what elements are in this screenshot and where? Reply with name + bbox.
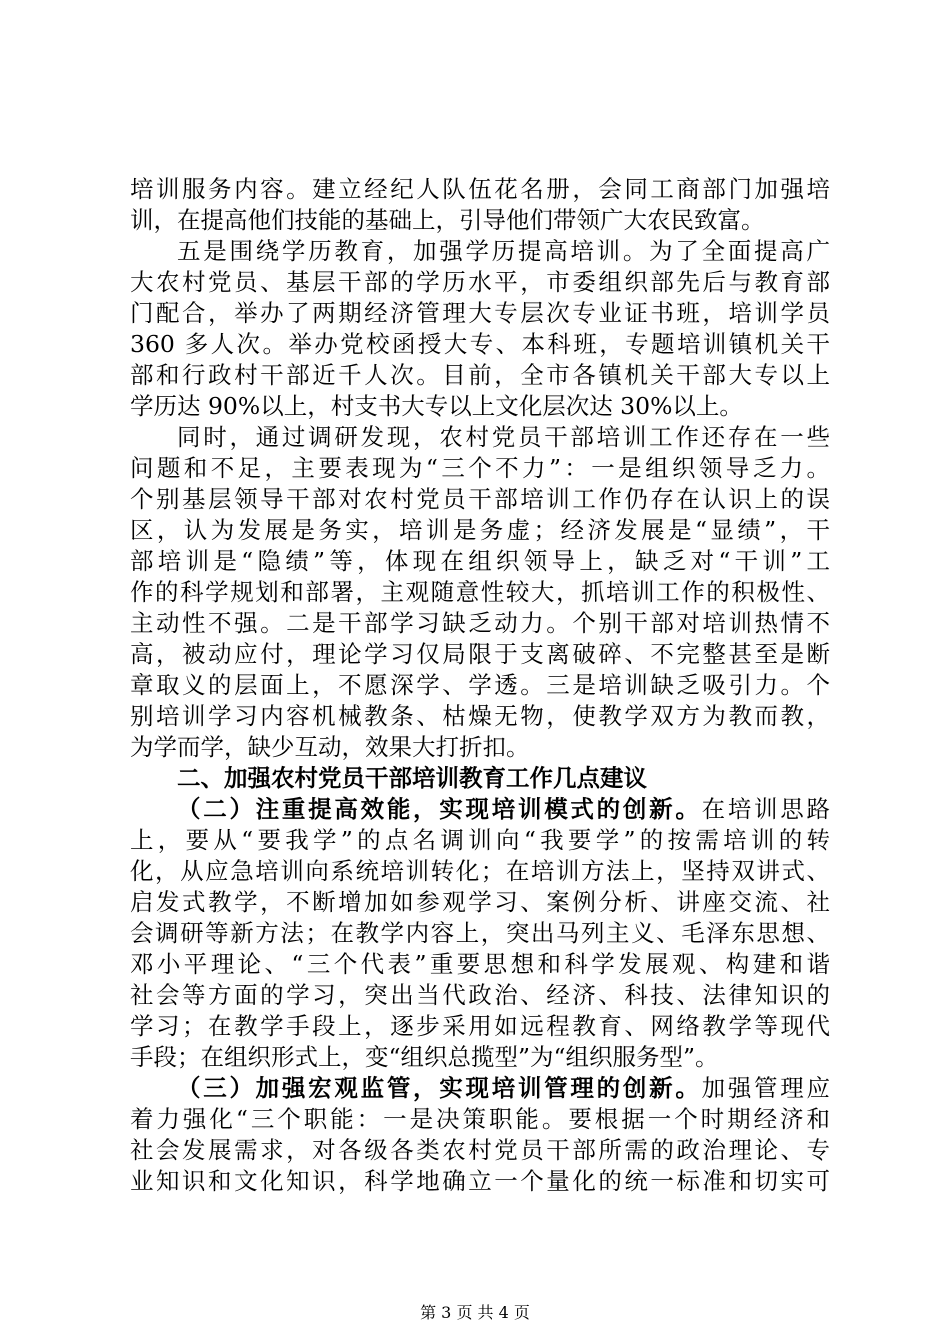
text-line: 上，要从“要我学”的点名调训向“我要学”的按需培训的转 bbox=[130, 826, 830, 854]
text-line: 问题和不足，主要表现为“三个不力”：一是组织领导乏力。 bbox=[130, 454, 830, 482]
text-line: 门配合，举办了两期经济管理大专层次专业证书班，培训学员 bbox=[130, 299, 830, 327]
text-line: 部和行政村干部近千人次。目前，全市各镇机关干部大专以上 bbox=[130, 361, 830, 389]
document-body bbox=[130, 174, 830, 1197]
text-line: 业知识和文化知识，科学地确立一个量化的统一标准和切实可 bbox=[130, 1167, 830, 1195]
text-line: 启发式教学，不断增加如参观学习、案例分析、讲座交流、社 bbox=[130, 888, 830, 916]
section-3-lead-text: 加强管理应 bbox=[701, 1074, 831, 1102]
section-2-title: （二）注重提高效能，实现培训模式的创新。 bbox=[177, 795, 702, 823]
text-line: 同时，通过调研发现，农村党员干部培训工作还存在一些 bbox=[177, 423, 830, 451]
text-line: 别培训学习内容机械教条、枯燥无物，使教学双方为教而教， bbox=[130, 702, 830, 730]
text-line: 学习；在教学手段上，逐步采用如远程教育、网络教学等现代 bbox=[130, 1012, 830, 1040]
text-line: 部培训是“隐绩”等，体现在组织领导上，缺乏对“干训”工 bbox=[130, 547, 830, 575]
text-line: 章取义的层面上，不愿深学、学透。三是培训缺乏吸引力。个 bbox=[130, 671, 830, 699]
text-line: 培训服务内容。建立经纪人队伍花名册，会同工商部门加强培 bbox=[130, 175, 830, 203]
paragraph-group-3 bbox=[130, 1104, 830, 1197]
section-2-lead-text: 在培训思路 bbox=[701, 795, 831, 823]
paragraph-group-2 bbox=[130, 825, 830, 1073]
text-line: 高，被动应付，理论学习仅局限于支离破碎、不完整甚至是断 bbox=[130, 640, 830, 668]
section-3-title: （三）加强宏观监管，实现培训管理的创新。 bbox=[177, 1074, 702, 1102]
text-line: 会调研等新方法；在教学内容上，突出马列主义、毛泽东思想、 bbox=[130, 919, 830, 947]
text-line: 360 多人次。举办党校函授大专、本科班，专题培训镇机关干 bbox=[130, 330, 830, 358]
page-footer: 第 3 页 共 4 页 bbox=[420, 1303, 530, 1322]
text-line: 作的科学规划和部署，主观随意性较大，抓培训工作的积极性、 bbox=[130, 578, 830, 606]
section-2-lead-line bbox=[130, 794, 830, 825]
text-line: 大农村党员、基层干部的学历水平，市委组织部先后与教育部 bbox=[130, 268, 830, 296]
text-line: 个别基层领导干部对农村党员干部培训工作仍存在认识上的误 bbox=[130, 485, 830, 513]
text-line: 化，从应急培训向系统培训转化；在培训方法上，坚持双讲式、 bbox=[130, 857, 830, 885]
section-3-lead-line bbox=[130, 1073, 830, 1104]
text-line: 区，认为发展是务实，培训是务虚；经济发展是“显绩”，干 bbox=[130, 516, 830, 544]
text-line: 着力强化“三个职能：一是决策职能。要根据一个时期经济和 bbox=[130, 1105, 830, 1133]
text-line: 学历达 90%以上，村支书大专以上文化层次达 30%以上。 bbox=[130, 392, 743, 420]
text-line: 训，在提高他们技能的基础上，引导他们带领广大农民致富。 bbox=[130, 206, 765, 234]
text-line: 为学而学，缺少互动，效果大打折扣。 bbox=[130, 733, 530, 761]
text-line: 社会发展需求，对各级各类农村党员干部所需的政治理论、专 bbox=[130, 1136, 830, 1164]
text-line: 五是围绕学历教育，加强学历提高培训。为了全面提高广 bbox=[177, 237, 830, 265]
section-heading: 二、加强农村党员干部培训教育工作几点建议 bbox=[177, 764, 647, 792]
text-line: 社会等方面的学习，突出当代政治、经济、科技、法律知识的 bbox=[130, 981, 830, 1009]
text-line: 邓小平理论、“三个代表”重要思想和科学发展观、构建和谐 bbox=[130, 950, 830, 978]
paragraph-group-1 bbox=[130, 174, 830, 794]
text-line: 主动性不强。二是干部学习缺乏动力。个别干部对培训热情不 bbox=[130, 609, 830, 637]
text-line: 手段；在组织形式上，变“组织总揽型”为“组织服务型”。 bbox=[130, 1043, 719, 1071]
